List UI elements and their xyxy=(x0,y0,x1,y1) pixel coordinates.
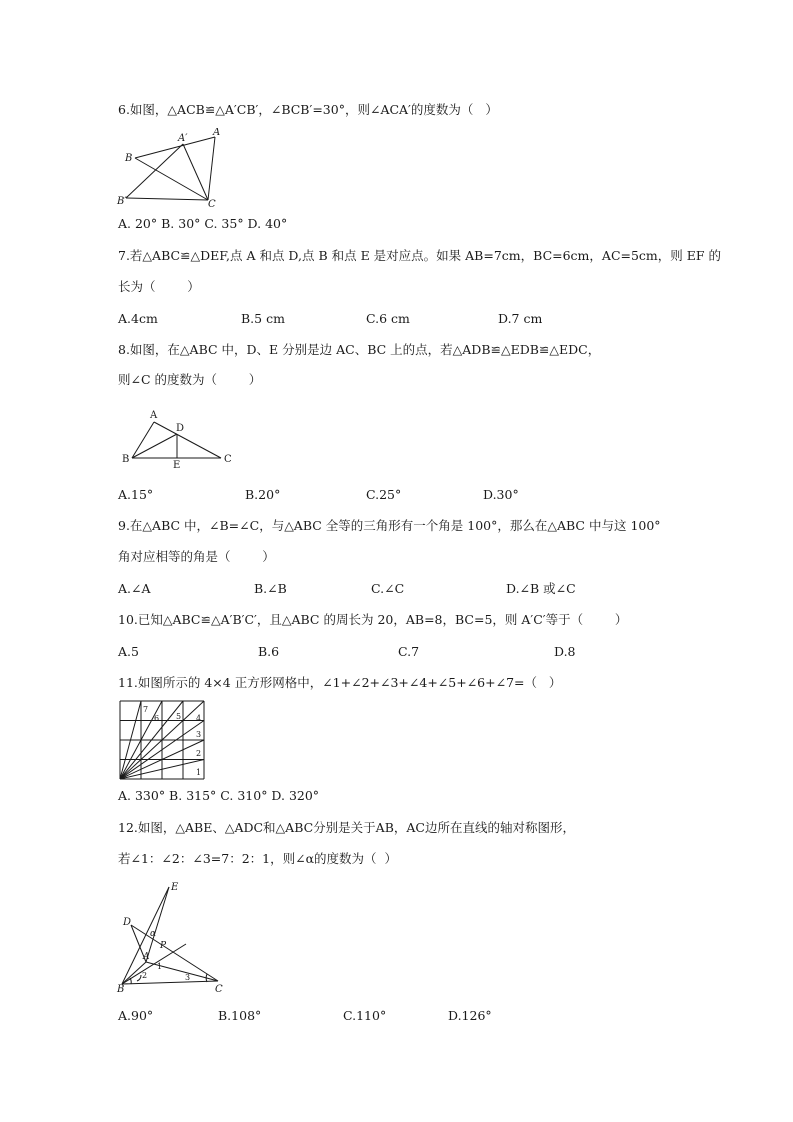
q8-option-a: A.15° xyxy=(118,487,154,502)
q12-label-A: A xyxy=(143,952,150,962)
q12-label-2: 2 xyxy=(142,971,148,980)
q12-option-d: D.126° xyxy=(448,1008,492,1023)
q10-option-b: B.6 xyxy=(258,644,280,659)
q6-label-A: A xyxy=(213,128,221,138)
q8-stem-line1: 8.如图，在△ABC 中，D、E 分别是边 AC、BC 上的点，若△ADB≌△EDB≌△EDC， xyxy=(118,342,601,357)
q12-edge-BC xyxy=(122,981,218,984)
q11-label-4: 4 xyxy=(196,714,202,723)
q8-label-C: C xyxy=(224,454,232,465)
q8-figure xyxy=(118,405,243,470)
q8-label-A: A xyxy=(150,410,158,421)
q6-edge-B1C xyxy=(126,198,208,200)
q6-edge-BA xyxy=(135,137,215,158)
q10-option-a: A.5 xyxy=(118,644,139,659)
q12-stem-line1: 12.如图，△ABE、△ADC和△ABC分别是关于AB，AC边所在直线的轴对称图形， xyxy=(118,820,575,835)
q11-label-7: 7 xyxy=(143,705,149,714)
q6-stem: 6.如图，△ACB≌△A′CB′，∠BCB′=30°，则∠ACA′的度数为（ ） xyxy=(118,102,498,117)
q7-option-b: B.5 cm xyxy=(241,311,285,326)
q12-figure xyxy=(115,878,230,993)
q7-option-c: C.6 cm xyxy=(366,311,410,326)
q6-label-A1: A′ xyxy=(178,133,188,144)
q7-stem-line1: 7.若△ABC≌△DEF,点 A 和点 D,点 B 和点 E 是对应点。如果 AB=7cm，BC=6cm，AC=5cm，则 EF 的 xyxy=(118,248,722,263)
q8-option-c: C.25° xyxy=(366,487,402,502)
q6-label-C: C xyxy=(208,199,216,208)
q11-label-5: 5 xyxy=(176,712,182,721)
q12-angle-arc-2 xyxy=(130,978,131,984)
q8-stem-line2: 则∠C 的度数为（ ） xyxy=(118,372,262,387)
q11-grid-figure xyxy=(118,700,208,782)
q12-option-a: A.90° xyxy=(118,1008,154,1023)
q7-option-d: D.7 cm xyxy=(498,311,543,326)
q8-label-B: B xyxy=(122,454,130,465)
q12-label-alpha: α xyxy=(150,929,157,939)
q12-option-c: C.110° xyxy=(343,1008,387,1023)
q8-label-D: D xyxy=(176,423,185,434)
q6-edge-A1C xyxy=(183,144,208,200)
q9-stem-line2: 角对应相等的角是（ ） xyxy=(118,549,275,564)
q12-label-C: C xyxy=(215,984,223,993)
q8-option-d: D.30° xyxy=(483,487,519,502)
q10-option-c: C.7 xyxy=(398,644,420,659)
q12-label-3: 3 xyxy=(185,973,191,982)
q6-options: A. 20° B. 30° C. 35° D. 40° xyxy=(118,216,288,231)
q12-stem-line2: 若∠1：∠2：∠3=7：2：1，则∠α的度数为（ ） xyxy=(118,851,397,866)
q6-label-B1: B′ xyxy=(117,196,127,207)
q11-label-6: 6 xyxy=(154,714,160,723)
q12-option-b: B.108° xyxy=(218,1008,262,1023)
q12-label-P: P xyxy=(160,941,167,951)
q9-stem-line1: 9.在△ABC 中，∠B=∠C，与△ABC 全等的三角形有一个角是 100°，那么在△ABC 中与这 100° xyxy=(118,518,661,533)
q11-options: A. 330° B. 315° C. 310° D. 320° xyxy=(118,788,320,803)
q10-option-d: D.8 xyxy=(554,644,576,659)
q12-label-E: E xyxy=(171,882,179,893)
q11-label-2: 2 xyxy=(196,749,202,758)
q12-label-D: D xyxy=(123,917,132,928)
q8-edge-AC xyxy=(154,422,221,458)
q6-label-B: B xyxy=(125,153,133,164)
q8-label-E: E xyxy=(173,460,181,470)
q9-option-a: A.∠A xyxy=(118,581,151,596)
q6-edge-A1B1 xyxy=(126,144,183,198)
q11-label-3: 3 xyxy=(196,730,202,739)
q6-edge-AC xyxy=(208,137,215,200)
q9-option-d: D.∠B 或∠C xyxy=(506,581,576,596)
q12-label-B: B xyxy=(117,984,125,993)
q6-figure xyxy=(115,128,225,208)
q10-stem: 10.已知△ABC≌△A′B′C′，且△ABC 的周长为 20，AB=8，BC=5，则 A′C′等于（ ） xyxy=(118,612,628,627)
q7-option-a: A.4cm xyxy=(118,311,158,326)
q9-option-c: C.∠C xyxy=(371,581,405,596)
q7-stem-line2: 长为（ ） xyxy=(118,279,200,294)
q9-option-b: B.∠B xyxy=(254,581,287,596)
q12-label-1: 1 xyxy=(157,962,163,971)
q8-option-b: B.20° xyxy=(245,487,281,502)
q11-stem: 11.如图所示的 4×4 正方形网格中，∠1+∠2+∠3+∠4+∠5+∠6+∠7=（ ） xyxy=(118,675,562,690)
q12-angle-arc-1 xyxy=(137,975,141,981)
q11-label-1: 1 xyxy=(196,768,202,777)
